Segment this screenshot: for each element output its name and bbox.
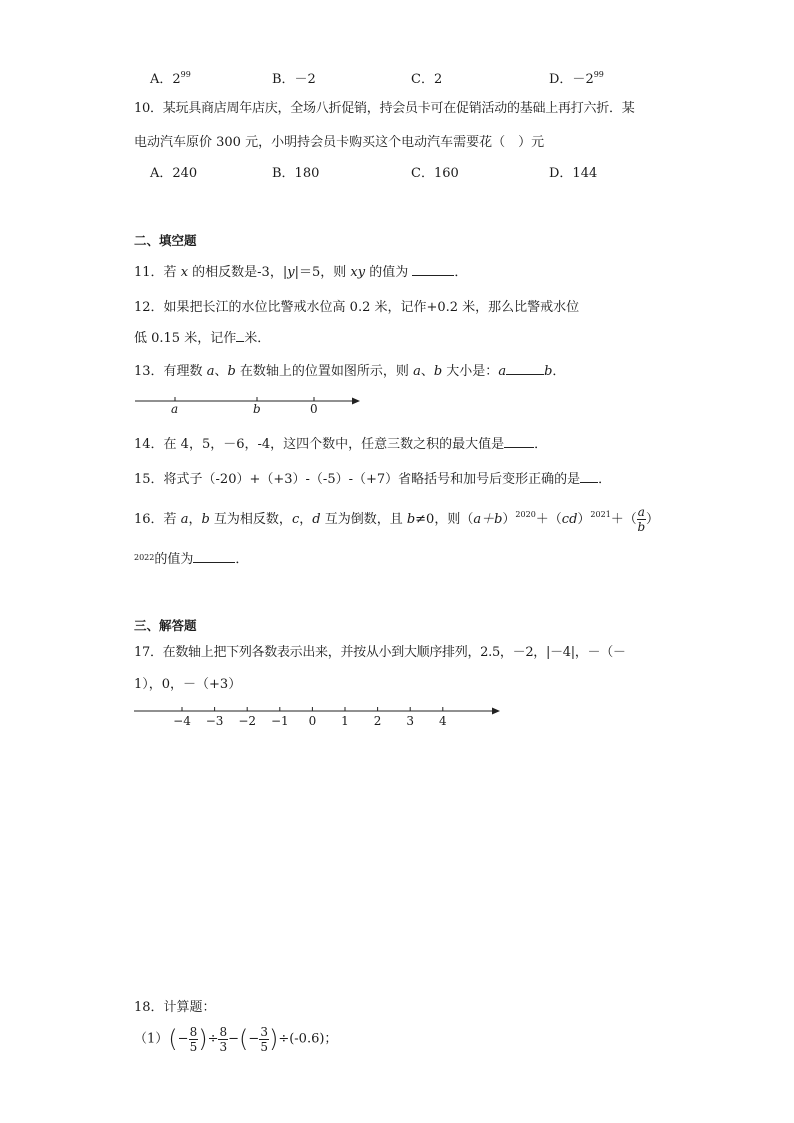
q17-tick-label: 2 <box>373 714 382 728</box>
q14-answer-blank[interactable] <box>504 435 534 448</box>
q10-option-b: B．180 <box>272 166 320 181</box>
q9-option-c: C．2 <box>411 72 443 87</box>
q18-fraction-2: $\frac{8}{3}$ <box>219 1024 228 1054</box>
q16-line2: $^{2022}$的值为 ． <box>134 552 249 567</box>
section-fill-in-title: 二、填空题 <box>134 233 197 248</box>
q18-part1: （1）(− $\frac{8}{5}$ )÷ $\frac{8}{3}$ −(− $\frac{3}{5}$ )÷(-0.6)； <box>134 1024 338 1054</box>
q16-answer-blank[interactable] <box>193 550 235 563</box>
q9-option-a: A．$2^{99}$ <box>150 70 191 87</box>
q17-number-line <box>130 702 510 732</box>
q17-tick-label: 4 <box>438 714 447 728</box>
q13-axis-arrow <box>352 398 360 405</box>
q11-answer-blank[interactable] <box>412 263 454 276</box>
q13-text: 13．有理数 a、b 在数轴上的位置如图所示，则 a、b 大小是：a b． <box>134 364 566 379</box>
q18-fraction-3: $\frac{3}{5}$ <box>260 1024 268 1054</box>
q13-label-0: 0 <box>310 402 318 416</box>
q13-answer-blank[interactable] <box>506 362 544 375</box>
q17-tick-label: 0 <box>308 714 317 728</box>
q17-tick-label: −2 <box>238 714 257 728</box>
q18-fraction-1: $\frac{8}{5}$ <box>189 1024 198 1054</box>
q16-fraction: $\frac{a}{b}$ <box>637 505 646 534</box>
q11-text: 11．若 x 的相反数是-3，|y|＝5，则 xy 的值为 ． <box>134 265 468 280</box>
q9-option-b: B．－2 <box>272 72 316 87</box>
q17-line2: 1），0，－（+3） <box>134 677 242 692</box>
q10-line1: 10．某玩具商店周年店庆，全场八折促销，持会员卡可在促销活动的基础上再打六折．某 <box>134 101 635 116</box>
q12-line1: 12．如果把长江的水位比警戒水位高 0.2 米，记作+0.2 米，那么比警戒水位 <box>134 300 580 315</box>
q17-axis-arrow <box>492 708 500 715</box>
q17-line1: 17．在数轴上把下列各数表示出来，并按从小到大顺序排列，2.5，－2，|－4|，－（－ <box>134 645 626 660</box>
q10-option-c: C．160 <box>411 166 459 181</box>
q13-number-line <box>130 388 370 418</box>
q17-tick-label: 3 <box>406 714 415 728</box>
q15-text: 15．将式子（-20）+（+3）-（-5）-（+7）省略括号和加号后变形正确的是 ． <box>134 472 612 487</box>
q16-line1: 16．若 a，b 互为相反数，c，d 互为倒数，且 b≠0，则$(a+b)^{2020}+(cd)^{2021}+$（ $\frac{a}{b}$ ） <box>134 505 659 534</box>
q14-text: 14．在 4，5，－6，-4，这四个数中，任意三数之积的最大值是 ． <box>134 437 548 452</box>
q10-line2: 电动汽车原价 300 元，小明持会员卡购买这个电动汽车需要花（ ）元 <box>134 135 545 150</box>
q13-label-a: a <box>171 402 179 416</box>
q17-tick-label: −4 <box>173 714 191 728</box>
section-answer-title: 三、解答题 <box>134 618 197 633</box>
q17-tick-label: −1 <box>270 714 289 728</box>
q17-tick-label: 1 <box>341 714 349 728</box>
q10-option-d: D．144 <box>549 166 598 181</box>
q15-answer-blank[interactable] <box>580 470 598 483</box>
q10-option-a: A．240 <box>150 166 198 181</box>
q17-tick-label: −3 <box>205 714 224 728</box>
q12-line2: 低 0.15 米，记作 米． <box>134 331 271 346</box>
q18-title: 18．计算题： <box>134 1000 216 1015</box>
q13-label-b: b <box>253 402 261 416</box>
q9-option-d: D．$-2^{99}$ <box>549 70 604 87</box>
